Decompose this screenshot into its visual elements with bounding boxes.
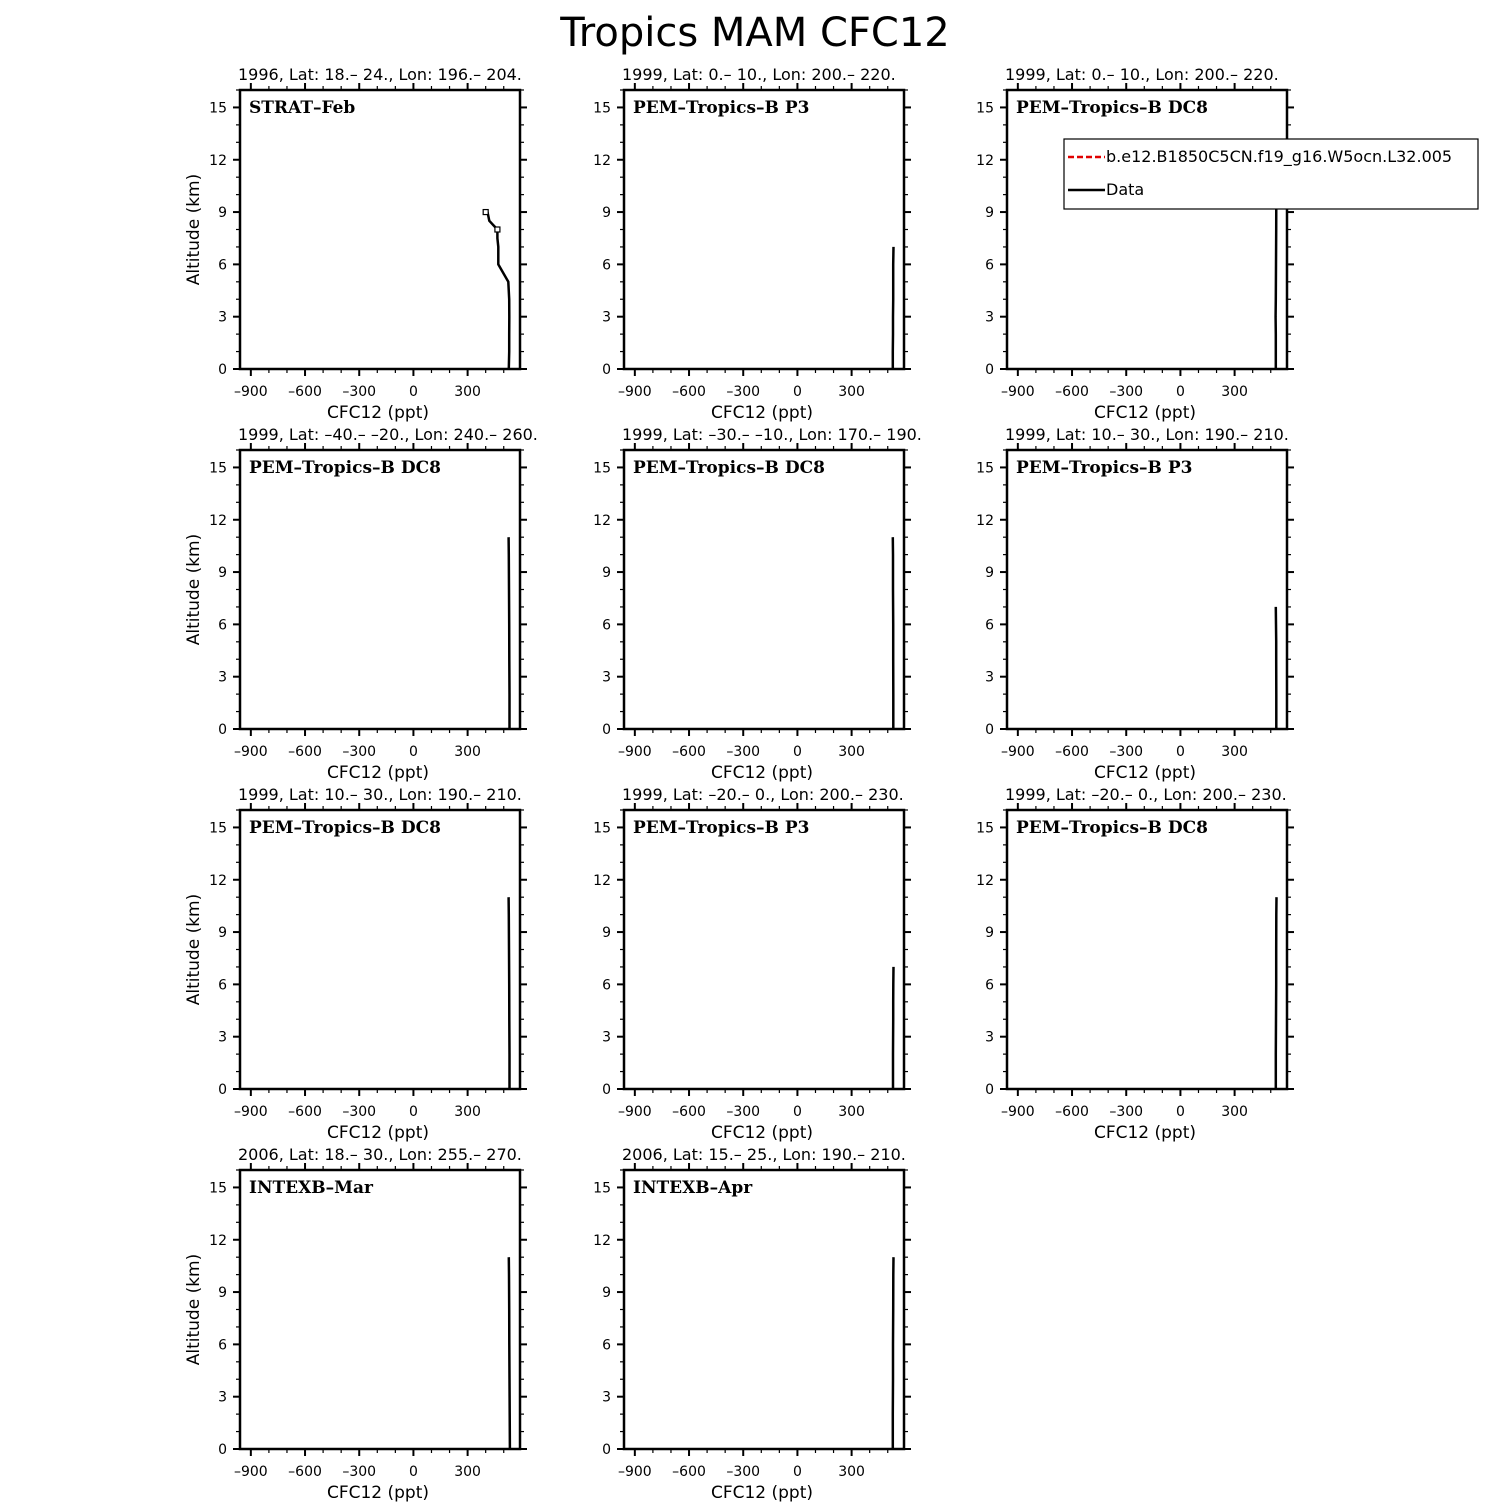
x-tick-label: –900	[233, 1464, 268, 1480]
y-tick-label: 6	[218, 617, 227, 634]
x-tick-label: –600	[672, 1464, 706, 1480]
x-tick-label: 0	[792, 384, 802, 400]
x-tick-label: –900	[1000, 384, 1035, 400]
x-axis-label: CFC12 (ppt)	[326, 1123, 430, 1143]
x-tick-label: 0	[408, 1104, 418, 1120]
data-series-line	[1276, 607, 1277, 729]
y-tick-label: 6	[602, 1337, 611, 1354]
data-series-line	[509, 897, 510, 1089]
y-tick-label: 15	[593, 820, 611, 837]
y-tick-label: 0	[602, 722, 611, 738]
y-axis-label: Altitude (km)	[184, 533, 204, 646]
y-tick-label: 12	[976, 152, 994, 169]
y-tick-label: 15	[976, 100, 994, 117]
campaign-label: PEM–Tropics–B DC8	[249, 818, 441, 838]
x-axis-label: CFC12 (ppt)	[710, 1123, 814, 1143]
x-tick-label: –300	[342, 1464, 377, 1480]
y-tick-label: 6	[602, 257, 611, 274]
legend-label: b.e12.B1850C5CN.f19_g16.W5ocn.L32.005	[1106, 147, 1453, 166]
y-tick-label: 12	[593, 1232, 611, 1249]
data-point-marker	[483, 210, 488, 215]
y-tick-label: 9	[602, 205, 611, 222]
y-tick-label: 15	[976, 460, 994, 477]
y-tick-label: 9	[602, 565, 611, 582]
plot-frame	[624, 1170, 904, 1449]
data-series-line	[893, 967, 894, 1089]
panel-header: 1999, Lat: –30.– –10., Lon: 170.– 190.	[622, 425, 922, 444]
y-tick-label: 0	[218, 1082, 227, 1098]
panel-header: 1999, Lat: –20.– 0., Lon: 200.– 230.	[622, 785, 904, 804]
x-tick-label: –900	[617, 384, 652, 400]
x-tick-label: –600	[672, 1104, 706, 1120]
figure-title: Tropics MAM CFC12	[560, 10, 950, 56]
x-tick-label: 0	[1175, 744, 1185, 760]
x-tick-label: 0	[792, 744, 802, 760]
plot-frame	[240, 810, 520, 1089]
x-tick-label: 300	[1221, 384, 1248, 400]
panel-10	[184, 1145, 527, 1503]
plot-frame	[624, 450, 904, 729]
panel-header: 1999, Lat: 0.– 10., Lon: 200.– 220.	[622, 65, 896, 84]
x-axis-label: CFC12 (ppt)	[326, 1483, 430, 1503]
campaign-label: PEM–Tropics–B DC8	[633, 458, 825, 478]
y-tick-label: 3	[985, 309, 994, 326]
y-tick-label: 3	[985, 1029, 994, 1046]
x-axis-label: CFC12 (ppt)	[1093, 763, 1197, 783]
y-tick-label: 9	[218, 925, 227, 942]
legend	[1064, 139, 1478, 209]
data-point-marker	[495, 227, 500, 232]
x-tick-label: –900	[233, 384, 268, 400]
panel-header: 1999, Lat: 10.– 30., Lon: 190.– 210.	[1005, 425, 1289, 444]
panel-header: 1999, Lat: 0.– 10., Lon: 200.– 220.	[1005, 65, 1279, 84]
y-tick-label: 15	[209, 460, 227, 477]
y-tick-label: 0	[218, 1442, 227, 1458]
y-tick-label: 6	[218, 257, 227, 274]
y-tick-label: 3	[602, 309, 611, 326]
x-axis-label: CFC12 (ppt)	[710, 1483, 814, 1503]
panel-header: 2006, Lat: 18.– 30., Lon: 255.– 270.	[238, 1145, 522, 1164]
x-tick-label: 300	[1221, 744, 1248, 760]
x-tick-label: 0	[792, 1464, 802, 1480]
x-tick-label: 300	[838, 384, 865, 400]
y-tick-label: 12	[976, 872, 994, 889]
plot-frame	[240, 1170, 520, 1449]
y-tick-label: 15	[593, 1180, 611, 1197]
campaign-label: STRAT–Feb	[249, 98, 356, 118]
x-tick-label: 0	[792, 1104, 802, 1120]
x-tick-label: 0	[408, 1464, 418, 1480]
data-series-line	[488, 212, 510, 369]
x-tick-label: –900	[617, 744, 652, 760]
panel-4	[184, 425, 538, 783]
y-tick-label: 3	[218, 309, 227, 326]
x-tick-label: –600	[1055, 1104, 1089, 1120]
x-tick-label: –300	[342, 744, 377, 760]
y-tick-label: 9	[218, 205, 227, 222]
x-tick-label: –600	[288, 1104, 322, 1120]
x-tick-label: –600	[288, 744, 322, 760]
x-tick-label: –300	[342, 1104, 377, 1120]
y-tick-label: 9	[985, 205, 994, 222]
y-tick-label: 0	[985, 722, 994, 738]
y-tick-label: 15	[209, 820, 227, 837]
campaign-label: INTEXB–Mar	[249, 1178, 373, 1198]
data-series-line	[1276, 897, 1277, 1089]
x-tick-label: 300	[454, 384, 481, 400]
campaign-label: INTEXB–Apr	[633, 1178, 753, 1198]
x-tick-label: –600	[288, 384, 322, 400]
panel-1	[184, 65, 527, 423]
x-tick-label: 300	[838, 744, 865, 760]
x-tick-label: –300	[342, 384, 377, 400]
campaign-label: PEM–Tropics–B P3	[1016, 458, 1193, 478]
x-tick-label: –900	[233, 744, 268, 760]
panel-header: 2006, Lat: 15.– 25., Lon: 190.– 210.	[622, 1145, 906, 1164]
data-series-line	[893, 1257, 894, 1449]
y-tick-label: 9	[218, 1285, 227, 1302]
campaign-label: PEM–Tropics–B P3	[633, 818, 810, 838]
y-tick-label: 15	[593, 460, 611, 477]
x-tick-label: –300	[726, 1464, 761, 1480]
x-tick-label: –600	[1055, 384, 1089, 400]
panel-2	[593, 65, 911, 423]
x-tick-label: 0	[408, 384, 418, 400]
x-tick-label: –900	[1000, 1104, 1035, 1120]
y-tick-label: 3	[218, 1029, 227, 1046]
x-tick-label: 0	[408, 744, 418, 760]
panel-8	[593, 785, 911, 1143]
x-tick-label: –600	[672, 744, 706, 760]
x-tick-label: –600	[288, 1464, 322, 1480]
x-tick-label: 0	[1175, 1104, 1185, 1120]
y-tick-label: 12	[209, 872, 227, 889]
x-axis-label: CFC12 (ppt)	[710, 403, 814, 423]
y-tick-label: 3	[218, 669, 227, 686]
x-axis-label: CFC12 (ppt)	[1093, 403, 1197, 423]
y-tick-label: 3	[985, 669, 994, 686]
data-series-line	[509, 537, 510, 729]
panel-header: 1999, Lat: 10.– 30., Lon: 190.– 210.	[238, 785, 522, 804]
y-tick-label: 6	[985, 617, 994, 634]
y-tick-label: 3	[602, 669, 611, 686]
x-tick-label: –900	[1000, 744, 1035, 760]
y-tick-label: 3	[602, 1029, 611, 1046]
campaign-label: PEM–Tropics–B DC8	[1016, 818, 1208, 838]
x-tick-label: –600	[672, 384, 706, 400]
panel-3	[976, 65, 1294, 423]
panels	[184, 65, 1294, 1503]
x-tick-label: 300	[1221, 1104, 1248, 1120]
data-series-line	[893, 247, 894, 369]
y-tick-label: 15	[976, 820, 994, 837]
data-series-line	[893, 537, 894, 729]
y-tick-label: 9	[985, 925, 994, 942]
x-tick-label: –300	[1109, 744, 1144, 760]
y-tick-label: 12	[976, 512, 994, 529]
y-tick-label: 12	[209, 512, 227, 529]
y-tick-label: 0	[218, 362, 227, 378]
y-tick-label: 6	[218, 1337, 227, 1354]
y-tick-label: 12	[593, 512, 611, 529]
x-tick-label: –900	[233, 1104, 268, 1120]
panel-header: 1999, Lat: –40.– –20., Lon: 240.– 260.	[238, 425, 538, 444]
x-axis-label: CFC12 (ppt)	[710, 763, 814, 783]
y-tick-label: 6	[218, 977, 227, 994]
y-tick-label: 0	[218, 722, 227, 738]
y-tick-label: 12	[593, 872, 611, 889]
x-tick-label: 300	[838, 1104, 865, 1120]
x-tick-label: 300	[454, 1104, 481, 1120]
panel-header: 1999, Lat: –20.– 0., Lon: 200.– 230.	[1005, 785, 1287, 804]
panel-11	[593, 1145, 911, 1503]
y-tick-label: 6	[602, 977, 611, 994]
plot-frame	[1007, 450, 1287, 729]
x-axis-label: CFC12 (ppt)	[326, 403, 430, 423]
x-tick-label: –900	[617, 1464, 652, 1480]
y-tick-label: 15	[209, 100, 227, 117]
y-tick-label: 3	[218, 1389, 227, 1406]
plot-frame	[240, 90, 520, 369]
panel-5	[593, 425, 922, 783]
data-series-line	[509, 1257, 510, 1449]
y-tick-label: 9	[602, 925, 611, 942]
x-tick-label: –300	[1109, 1104, 1144, 1120]
campaign-label: PEM–Tropics–B DC8	[1016, 98, 1208, 118]
y-axis-label: Altitude (km)	[184, 1253, 204, 1366]
legend-label: Data	[1106, 180, 1145, 199]
x-tick-label: 300	[454, 1464, 481, 1480]
x-tick-label: 0	[1175, 384, 1185, 400]
y-tick-label: 0	[602, 1442, 611, 1458]
y-tick-label: 15	[593, 100, 611, 117]
y-tick-label: 12	[209, 152, 227, 169]
plot-frame	[624, 90, 904, 369]
y-tick-label: 0	[602, 362, 611, 378]
y-tick-label: 0	[985, 362, 994, 378]
plot-frame	[1007, 90, 1287, 369]
panel-header: 1996, Lat: 18.– 24., Lon: 196.– 204.	[238, 65, 522, 84]
panel-7	[184, 785, 527, 1143]
x-axis-label: CFC12 (ppt)	[1093, 1123, 1197, 1143]
y-tick-label: 12	[593, 152, 611, 169]
y-tick-label: 9	[985, 565, 994, 582]
x-tick-label: –900	[617, 1104, 652, 1120]
y-tick-label: 15	[209, 1180, 227, 1197]
panel-9	[976, 785, 1294, 1143]
x-tick-label: –300	[726, 1104, 761, 1120]
y-tick-label: 9	[218, 565, 227, 582]
plot-frame	[624, 810, 904, 1089]
x-tick-label: 300	[454, 744, 481, 760]
x-tick-label: –300	[726, 744, 761, 760]
campaign-label: PEM–Tropics–B P3	[633, 98, 810, 118]
y-axis-label: Altitude (km)	[184, 893, 204, 1006]
x-axis-label: CFC12 (ppt)	[326, 763, 430, 783]
plot-frame	[240, 450, 520, 729]
panel-6	[976, 425, 1294, 783]
plot-frame	[1007, 810, 1287, 1089]
y-tick-label: 0	[602, 1082, 611, 1098]
x-tick-label: –300	[726, 384, 761, 400]
y-tick-label: 9	[602, 1285, 611, 1302]
y-tick-label: 0	[985, 1082, 994, 1098]
y-tick-label: 6	[985, 257, 994, 274]
y-tick-label: 6	[602, 617, 611, 634]
x-tick-label: –600	[1055, 744, 1089, 760]
y-tick-label: 12	[209, 1232, 227, 1249]
y-tick-label: 6	[985, 977, 994, 994]
x-tick-label: 300	[838, 1464, 865, 1480]
y-axis-label: Altitude (km)	[184, 173, 204, 286]
x-tick-label: –300	[1109, 384, 1144, 400]
y-tick-label: 3	[602, 1389, 611, 1406]
campaign-label: PEM–Tropics–B DC8	[249, 458, 441, 478]
